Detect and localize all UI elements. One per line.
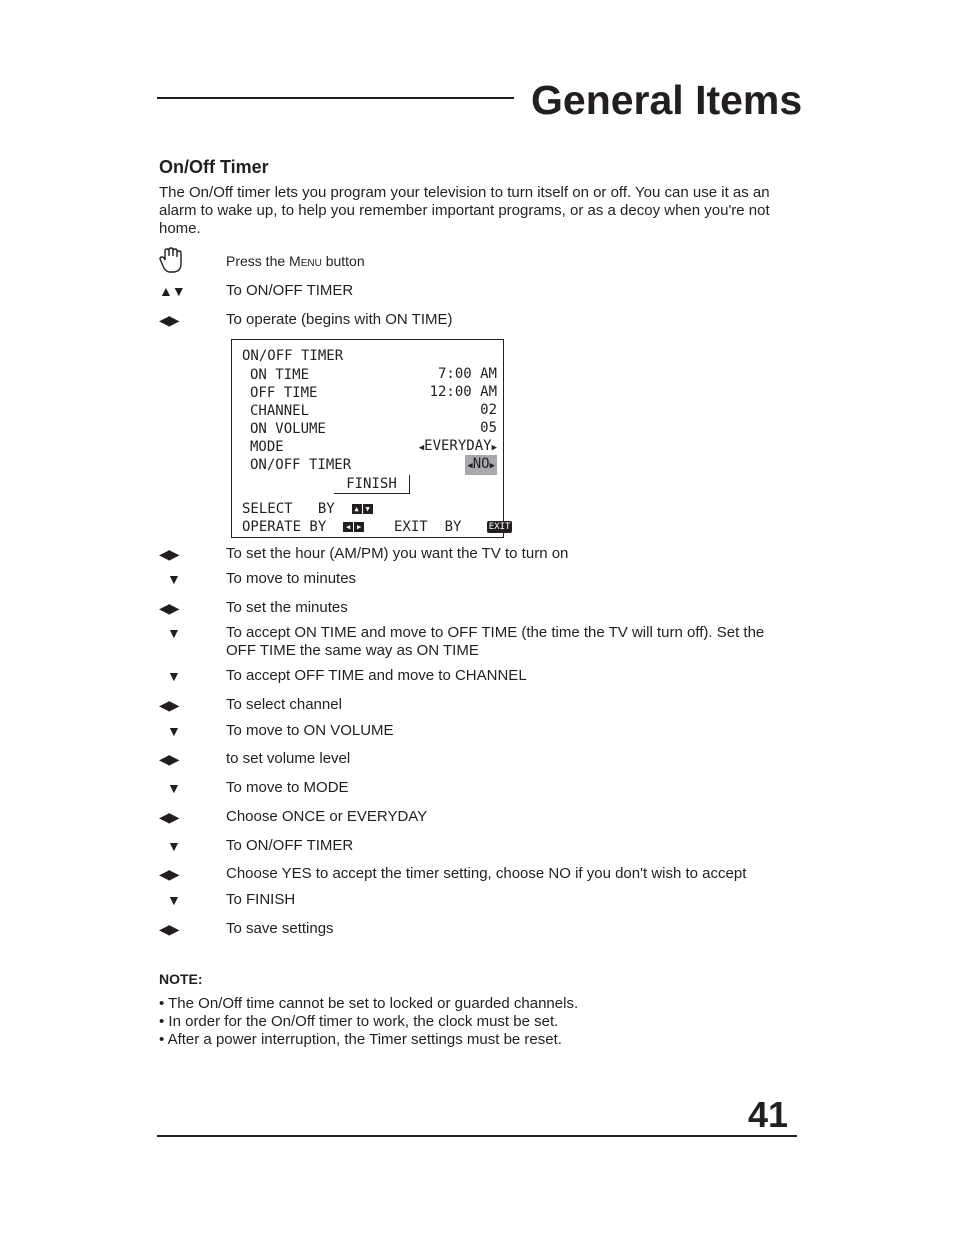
step-text: To set the hour (AM/PM) you want the TV to turn on (226, 545, 569, 562)
note-item: • The On/Off time cannot be set to locked or guarded channels. (159, 995, 579, 1012)
right-arrow-icon: ▶ (489, 461, 495, 471)
step-text: To ON/OFF TIMER (226, 282, 354, 299)
step-text: To set the minutes (226, 599, 348, 616)
step-text: To select channel (226, 696, 342, 713)
step-text: To move to minutes (226, 570, 357, 587)
header-rule (157, 97, 514, 99)
menu-exit-hint: EXIT BY EXIT (394, 519, 511, 535)
on-off-timer-menu (231, 339, 511, 538)
left-right-arrows-icon: ◀▶ (159, 697, 179, 713)
step-text: To accept OFF TIME and move to CHANNEL (226, 667, 527, 684)
step-press-menu: Press the Menu button (226, 253, 365, 269)
left-right-arrows-icon: ◀▶ (159, 600, 179, 616)
menu-value-channel: 02 (480, 402, 497, 418)
left-right-arrows-icon: ◀▶ (159, 751, 179, 767)
step-text: To operate (begins with ON TIME) (226, 311, 453, 328)
left-key-icon: ◀ (343, 522, 353, 532)
left-arrow-icon: ◀ (467, 461, 473, 471)
left-right-arrows-icon: ◀▶ (159, 921, 179, 937)
menu-value-on-volume: 05 (480, 420, 497, 436)
menu-label-on-volume: ON VOLUME (250, 421, 326, 437)
page-title: General Items (531, 77, 803, 123)
left-right-arrows-icon: ◀▶ (159, 809, 179, 825)
section-title: On/Off Timer (159, 157, 269, 177)
menu-value-on-time: 7:00 AM (437, 366, 497, 382)
down-arrow-icon: ▼ (167, 668, 180, 684)
up-key-icon: ▲ (352, 504, 362, 514)
step-text: Choose YES to accept the timer setting, choose NO if you don't wish to accept (226, 865, 747, 882)
hand-press-icon (159, 246, 189, 274)
note-item: • After a power interruption, the Timer settings must be reset. (159, 1031, 562, 1048)
down-arrow-icon: ▼ (167, 723, 180, 739)
down-arrow-icon: ▼ (167, 571, 180, 587)
down-arrow-icon: ▼ (167, 892, 180, 908)
step-text: To move to ON VOLUME (226, 722, 394, 739)
intro-paragraph: The On/Off timer lets you program your television to turn itself on or off. You can use it as an alarm to wake up, to help you remember important programs, or as a decoy when you're not home. (159, 184, 770, 237)
down-arrow-icon: ▼ (167, 780, 180, 796)
step-text: Choose ONCE or EVERYDAY (226, 808, 428, 825)
menu-operate-hint: OPERATE BY ◀ ▶ (242, 518, 365, 536)
menu-label-off-time: OFF TIME (250, 385, 318, 401)
footer-rule (157, 1135, 797, 1137)
menu-label-on-time: ON TIME (250, 367, 310, 383)
menu-title: ON/OFF TIMER (242, 348, 344, 364)
step-text: To ON/OFF TIMER (226, 837, 354, 854)
menu-label-channel: CHANNEL (250, 403, 310, 419)
menu-value-off-time: 12:00 AM (429, 384, 497, 400)
right-arrow-icon: ▶ (491, 443, 497, 453)
down-key-icon: ▼ (363, 504, 373, 514)
menu-select-hint: SELECT BY ▲ ▼ (242, 500, 374, 518)
menu-label-mode: MODE (250, 439, 284, 455)
menu-value-mode: ◀EVERYDAY▶ (418, 438, 497, 454)
page-number: 41 (748, 1094, 789, 1135)
menu-finish: FINISH (334, 475, 410, 494)
step-text: To FINISH (226, 891, 296, 908)
down-arrow-icon: ▼ (167, 625, 180, 641)
down-arrow-icon: ▼ (167, 838, 180, 854)
left-right-arrows-icon: ◀▶ (159, 866, 179, 882)
up-down-arrows-icon: ▲▼ (159, 283, 185, 299)
step-text: To accept ON TIME and move to OFF TIME (the time the TV will turn off). Set the OFF TIME the same way as ON TIME (226, 624, 765, 659)
step-text: To save settings (226, 920, 334, 937)
menu-label-on-off-timer: ON/OFF TIMER (250, 457, 352, 473)
step-text: to set volume level (226, 750, 351, 767)
step-text: To move to MODE (226, 779, 349, 796)
exit-key-icon: EXIT (488, 522, 511, 532)
left-arrow-icon: ◀ (418, 443, 425, 453)
left-right-arrows-icon: ◀▶ (159, 546, 179, 562)
note-item: • In order for the On/Off timer to work, the clock must be set. (159, 1013, 559, 1030)
left-right-arrows-icon: ◀▶ (159, 312, 179, 328)
note-title: NOTE: (159, 971, 203, 987)
right-key-icon: ▶ (354, 522, 364, 532)
menu-value-on-off-timer: ◀NO▶ (465, 455, 497, 475)
